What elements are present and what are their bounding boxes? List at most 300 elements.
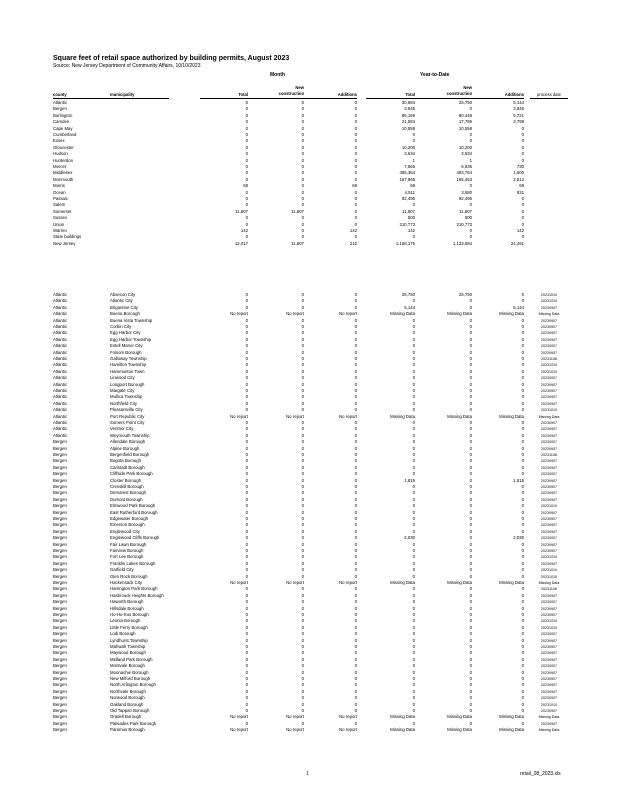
summary-cell: 5,144 xyxy=(513,100,524,105)
summary-cell: Middlesex xyxy=(53,170,73,176)
detail-cell: 0 xyxy=(521,592,524,598)
detail-cell: 0 xyxy=(469,439,472,445)
detail-cell: 0 xyxy=(354,503,357,509)
summary-cell: 0 xyxy=(245,144,248,150)
detail-cell: 0 xyxy=(354,522,357,528)
detail-cell: 0 xyxy=(301,567,304,573)
detail-cell: 20230907 xyxy=(541,664,557,669)
summary-cell: New Jersey xyxy=(53,240,76,246)
detail-cell: 20230907 xyxy=(541,645,557,649)
detail-cell: New Milford Borough xyxy=(110,676,151,681)
detail-cell: 0 xyxy=(354,516,357,521)
detail-cell: Bergen xyxy=(53,439,67,445)
detail-cell: Bergen xyxy=(53,682,67,688)
summary-cell: 0 xyxy=(354,215,357,221)
header-county: county xyxy=(53,92,67,97)
detail-cell: 0 xyxy=(521,484,524,489)
detail-cell: No report xyxy=(230,311,248,317)
detail-cell: Weymouth Township xyxy=(110,432,150,438)
detail-cell: Dumont Borough xyxy=(110,496,143,502)
detail-cell: 0 xyxy=(301,368,304,374)
summary-cell: 0 xyxy=(301,221,304,227)
detail-cell: 0 xyxy=(301,304,304,310)
detail-cell: 0 xyxy=(521,624,524,630)
detail-cell: 20230907 xyxy=(541,331,557,336)
detail-cell: 0 xyxy=(469,644,472,649)
detail-cell: Missing Data xyxy=(390,413,415,419)
detail-cell: 20230907 xyxy=(541,427,557,432)
detail-cell: 0 xyxy=(354,644,357,649)
summary-cell: 0 xyxy=(245,170,248,176)
summary-cell: 1,600 xyxy=(513,170,524,176)
detail-cell: 1,815 xyxy=(513,477,524,483)
summary-cell: 11,807 xyxy=(291,208,304,214)
detail-cell: 20230907 xyxy=(541,433,557,438)
detail-cell: 0 xyxy=(469,631,472,637)
detail-cell: 0 xyxy=(469,548,472,553)
detail-cell: Paramus Borough xyxy=(110,727,145,733)
summary-cell: 0 xyxy=(521,151,524,157)
summary-cell: 0 xyxy=(245,138,248,144)
detail-cell: 0 xyxy=(412,298,415,304)
detail-cell: 20231010 xyxy=(541,574,557,579)
group-header-ytd: Year-to-Date xyxy=(420,72,450,78)
detail-cell: 0 xyxy=(469,663,472,669)
summary-cell: 3,634 xyxy=(461,151,472,157)
detail-cell: Atlantic xyxy=(53,375,68,381)
detail-cell: No report xyxy=(286,413,304,419)
summary-cell: Morris xyxy=(53,183,65,189)
detail-cell: 0 xyxy=(245,471,248,477)
detail-cell: 0 xyxy=(301,381,304,387)
detail-cell: Glen Rock Borough xyxy=(110,573,148,579)
detail-cell: Atlantic xyxy=(53,413,68,419)
detail-cell: 0 xyxy=(354,560,357,566)
detail-cell: Egg Harbor City xyxy=(110,330,141,336)
summary-cell: 500 xyxy=(407,215,415,221)
detail-cell: 0 xyxy=(521,688,524,694)
summary-cell: Hunterdon xyxy=(53,157,74,163)
detail-cell: 0 xyxy=(469,496,472,502)
summary-cell: 0 xyxy=(354,138,357,144)
detail-cell: 0 xyxy=(301,496,304,502)
detail-cell: Missing Data xyxy=(447,580,472,585)
summary-cell: 165,453 xyxy=(456,176,472,182)
detail-cell: 0 xyxy=(301,375,304,381)
detail-cell: Bergen xyxy=(53,650,67,656)
detail-cell: 0 xyxy=(245,637,248,643)
detail-cell: 0 xyxy=(521,612,524,617)
summary-cell: 3,845 xyxy=(404,106,415,112)
summary-cell: 0 xyxy=(354,144,357,150)
summary-cell: 0 xyxy=(245,112,248,118)
detail-cell: 5,144 xyxy=(513,304,524,310)
summary-cell: Burlington xyxy=(53,112,73,118)
summary-cell: 3,580 xyxy=(461,189,472,195)
detail-cell: 0 xyxy=(412,554,415,560)
detail-cell: Midland Park Borough xyxy=(110,656,153,662)
detail-cell: 0 xyxy=(469,298,472,304)
summary-cell: 12,017 xyxy=(234,240,248,246)
detail-cell: Bergen xyxy=(53,458,67,464)
detail-cell: Bergen xyxy=(53,612,67,617)
detail-cell: Oradell Borough xyxy=(110,714,142,720)
header-underline-date xyxy=(530,98,568,99)
summary-cell: 92,495 xyxy=(401,196,415,201)
summary-cell: 0 xyxy=(301,138,304,144)
summary-cell: 0 xyxy=(354,119,357,125)
detail-cell: 0 xyxy=(469,304,472,310)
detail-cell: Cresskill Borough xyxy=(110,484,144,489)
header-underline-left xyxy=(53,98,169,99)
detail-cell: Bergen xyxy=(53,714,67,720)
detail-cell: 0 xyxy=(412,343,415,349)
detail-cell: 0 xyxy=(245,464,248,470)
summary-cell: 0 xyxy=(354,132,357,137)
summary-cell: Atlantic xyxy=(53,100,68,105)
detail-cell: Harrington Park Borough xyxy=(110,586,158,592)
summary-cell: 0 xyxy=(354,157,357,163)
summary-cell: 0 xyxy=(301,144,304,150)
detail-cell: 0 xyxy=(412,676,415,681)
summary-cell: Bergen xyxy=(53,106,67,112)
detail-cell: 0 xyxy=(354,298,357,304)
summary-cell: 0 xyxy=(354,100,357,105)
detail-cell: No report xyxy=(230,714,248,720)
header-municipality: municipality xyxy=(110,92,135,97)
detail-cell: 20231108 xyxy=(541,357,557,361)
detail-cell: 0 xyxy=(412,336,415,342)
detail-cell: 0 xyxy=(354,388,357,393)
summary-cell: 495,364 xyxy=(399,170,415,176)
detail-cell: 0 xyxy=(301,708,304,713)
summary-cell: 0 xyxy=(301,170,304,176)
detail-cell: Bergen xyxy=(53,560,67,566)
detail-cell: Linwood City xyxy=(110,375,135,381)
summary-cell: 10,200 xyxy=(458,144,472,150)
detail-cell: Bergen xyxy=(53,464,67,470)
summary-cell: 3,798 xyxy=(513,119,524,125)
detail-cell: 0 xyxy=(301,631,304,637)
detail-cell: 0 xyxy=(412,682,415,688)
summary-cell: 1,133,684 xyxy=(452,240,472,246)
summary-cell: 0 xyxy=(354,112,357,118)
detail-cell: 0 xyxy=(245,298,248,304)
detail-cell: Atlantic xyxy=(53,311,68,317)
detail-cell: 0 xyxy=(412,420,415,425)
detail-cell: Bergen xyxy=(53,720,67,726)
summary-cell: 0 xyxy=(301,157,304,163)
detail-cell: Missing Data xyxy=(538,414,560,419)
detail-cell: 0 xyxy=(301,650,304,656)
detail-cell: 20230907 xyxy=(541,510,557,515)
detail-cell: 0 xyxy=(469,650,472,656)
summary-cell: 0 xyxy=(412,202,415,208)
summary-cell: 0 xyxy=(301,196,304,201)
detail-cell: Atlantic xyxy=(53,343,68,349)
detail-cell: Cliffside Park Borough xyxy=(110,471,153,477)
detail-cell: Lodi Borough xyxy=(110,631,136,637)
summary-cell: 0 xyxy=(354,208,357,214)
summary-cell: 10,200 xyxy=(401,144,415,150)
summary-cell: 0 xyxy=(469,202,472,208)
detail-cell: 0 xyxy=(354,682,357,688)
summary-cell: 86,169 xyxy=(401,112,415,118)
detail-cell: 0 xyxy=(521,349,524,355)
detail-cell: 0 xyxy=(412,586,415,592)
detail-cell: 0 xyxy=(354,490,357,496)
detail-cell: 20230907 xyxy=(541,536,557,541)
detail-cell: 0 xyxy=(521,356,524,361)
detail-cell: 0 xyxy=(245,618,248,624)
detail-cell: 0 xyxy=(469,484,472,489)
detail-cell: 0 xyxy=(469,356,472,361)
detail-cell: 0 xyxy=(301,541,304,547)
detail-cell: 0 xyxy=(301,669,304,675)
detail-cell: No report xyxy=(286,727,304,733)
detail-cell: Bergen xyxy=(53,471,67,477)
summary-cell: 0 xyxy=(301,100,304,105)
summary-cell: 730 xyxy=(516,164,524,169)
summary-cell: 0 xyxy=(521,202,524,208)
detail-cell: 20231010 xyxy=(541,293,557,297)
header-underline-month xyxy=(200,98,357,99)
detail-cell: Bergen xyxy=(53,618,67,624)
detail-cell: Atlantic xyxy=(53,420,68,425)
detail-cell: 0 xyxy=(354,362,357,368)
detail-cell: 0 xyxy=(354,618,357,624)
detail-cell: Bergen xyxy=(53,535,67,541)
summary-cell: Cumberland xyxy=(53,132,77,137)
summary-cell: 92,495 xyxy=(458,196,472,201)
detail-cell: 0 xyxy=(301,458,304,464)
detail-cell: 0 xyxy=(412,509,415,515)
detail-cell: Missing Data xyxy=(499,413,524,419)
detail-cell: 20230907 xyxy=(541,344,557,349)
detail-cell: 0 xyxy=(301,605,304,611)
summary-cell: Essex xyxy=(53,138,65,144)
detail-cell: 0 xyxy=(469,535,472,541)
detail-cell: 0 xyxy=(245,688,248,694)
detail-cell: 0 xyxy=(521,528,524,534)
detail-cell: 0 xyxy=(354,343,357,349)
detail-cell: 0 xyxy=(412,618,415,624)
detail-cell: 20230907 xyxy=(541,606,557,611)
detail-cell: Closter Borough xyxy=(110,477,142,483)
detail-cell: 20231010 xyxy=(541,619,557,624)
detail-cell: 0 xyxy=(521,522,524,528)
detail-cell: 0 xyxy=(301,618,304,624)
detail-cell: 0 xyxy=(521,599,524,605)
detail-cell: Missing Data xyxy=(538,312,560,317)
detail-cell: 0 xyxy=(245,701,248,707)
detail-cell: No report xyxy=(286,311,304,317)
detail-cell: Margate City xyxy=(110,388,135,393)
detail-cell: 0 xyxy=(521,292,524,297)
summary-cell: 0 xyxy=(521,157,524,163)
detail-cell: 20230907 xyxy=(541,325,557,329)
detail-cell: 0 xyxy=(521,381,524,387)
detail-cell: No report xyxy=(286,714,304,720)
detail-cell: 0 xyxy=(469,682,472,688)
summary-cell: 0 xyxy=(354,106,357,112)
detail-cell: 20230907 xyxy=(541,376,557,381)
detail-cell: 0 xyxy=(469,503,472,509)
detail-cell: 20230907 xyxy=(541,542,557,547)
detail-cell: 0 xyxy=(469,720,472,726)
detail-cell: Bergen xyxy=(53,452,67,457)
summary-cell: 0 xyxy=(412,132,415,137)
detail-cell: 0 xyxy=(354,356,357,361)
detail-cell: Englewood City xyxy=(110,528,140,534)
summary-cell: 0 xyxy=(301,151,304,157)
summary-cell: 0 xyxy=(354,221,357,227)
summary-cell: 0 xyxy=(469,138,472,144)
detail-cell: Atlantic xyxy=(53,298,68,304)
page-title: Square feet of retail space authorized by building permits, August 2023 xyxy=(53,55,290,62)
detail-cell: 0 xyxy=(412,471,415,477)
detail-cell: 0 xyxy=(354,484,357,489)
detail-cell: 20230907 xyxy=(541,382,557,387)
detail-cell: 20230907 xyxy=(541,478,557,483)
detail-cell: 0 xyxy=(245,708,248,713)
detail-cell: 20230907 xyxy=(541,446,557,451)
detail-cell: Bergen xyxy=(53,605,67,611)
detail-cell: Garfield City xyxy=(110,567,134,573)
detail-cell: 0 xyxy=(412,720,415,726)
detail-cell: 0 xyxy=(354,452,357,457)
summary-cell: 68 xyxy=(352,183,357,189)
summary-cell: 25,750 xyxy=(458,100,472,105)
detail-cell: Absecon City xyxy=(110,292,136,297)
detail-cell: 0 xyxy=(245,509,248,515)
detail-cell: 0 xyxy=(245,573,248,579)
detail-cell: 0 xyxy=(245,522,248,528)
detail-cell: 0 xyxy=(245,490,248,496)
detail-cell: Egg Harbor Township xyxy=(110,336,152,342)
detail-cell: 0 xyxy=(301,439,304,445)
detail-cell: No report xyxy=(339,311,357,317)
detail-cell: Bergen xyxy=(53,541,67,547)
detail-cell: 0 xyxy=(354,330,357,336)
detail-cell: 0 xyxy=(245,407,248,413)
summary-cell: Somerset xyxy=(53,208,72,214)
detail-cell: Atlantic xyxy=(53,356,68,361)
detail-cell: 20231108 xyxy=(541,587,557,592)
detail-cell: 0 xyxy=(469,400,472,406)
detail-cell: 0 xyxy=(412,464,415,470)
detail-cell: 0 xyxy=(301,688,304,694)
summary-cell: 68 xyxy=(410,183,415,189)
detail-cell: Elmwood Park Borough xyxy=(110,503,156,509)
detail-cell: 0 xyxy=(412,567,415,573)
detail-cell: Missing Data xyxy=(447,714,472,720)
detail-cell: 0 xyxy=(469,445,472,451)
detail-cell: 0 xyxy=(412,701,415,707)
detail-cell: 0 xyxy=(245,400,248,406)
detail-cell: Atlantic xyxy=(53,388,68,393)
detail-cell: Atlantic xyxy=(53,381,68,387)
summary-cell: 0 xyxy=(521,208,524,214)
summary-cell: 5,721 xyxy=(513,112,524,118)
detail-cell: 0 xyxy=(301,432,304,438)
detail-cell: 0 xyxy=(469,471,472,477)
detail-cell: 0 xyxy=(412,368,415,374)
detail-cell: 20231010 xyxy=(541,369,557,374)
detail-cell: 0 xyxy=(521,330,524,336)
detail-cell: 0 xyxy=(354,496,357,502)
detail-cell: 0 xyxy=(354,535,357,541)
summary-cell: 0 xyxy=(301,164,304,169)
detail-cell: 0 xyxy=(301,695,304,701)
detail-cell: Hasbrouck Heights Borough xyxy=(110,592,164,598)
detail-cell: 0 xyxy=(469,375,472,381)
summary-cell: Gloucester xyxy=(53,144,74,150)
detail-cell: 0 xyxy=(354,720,357,726)
detail-cell: 0 xyxy=(301,644,304,649)
detail-cell: Northvale Borough xyxy=(110,688,146,694)
detail-cell: Ventnor City xyxy=(110,426,134,432)
detail-cell: 0 xyxy=(469,669,472,675)
detail-cell: 0 xyxy=(245,432,248,438)
detail-cell: Bergen xyxy=(53,567,67,573)
summary-cell: 210,773 xyxy=(456,221,472,227)
detail-cell: 0 xyxy=(412,592,415,598)
summary-cell: 11,807 xyxy=(402,208,415,214)
summary-cell: 80,448 xyxy=(458,112,472,118)
summary-cell: 493,764 xyxy=(456,170,472,176)
summary-cell: 0 xyxy=(354,170,357,176)
header-underline-ytd xyxy=(366,98,524,99)
summary-cell: 0 xyxy=(412,138,415,144)
detail-cell: 0 xyxy=(354,592,357,598)
detail-cell: 0 xyxy=(412,496,415,502)
file-name: retail_08_2023.xls xyxy=(520,771,561,777)
summary-cell: 0 xyxy=(301,215,304,221)
summary-cell: 142 xyxy=(349,228,357,233)
summary-cell: 0 xyxy=(301,189,304,195)
detail-cell: Bergen xyxy=(53,528,67,534)
detail-cell: 0 xyxy=(521,656,524,662)
detail-cell: 0 xyxy=(301,509,304,515)
summary-cell: 0 xyxy=(301,119,304,125)
detail-cell: Atlantic xyxy=(53,432,68,438)
detail-cell: 20230907 xyxy=(541,721,557,726)
detail-cell: 0 xyxy=(412,439,415,445)
detail-cell: Alpine Borough xyxy=(110,445,140,451)
summary-cell: 0 xyxy=(301,176,304,182)
summary-cell: 0 xyxy=(301,234,304,240)
detail-cell: 1,815 xyxy=(404,477,415,483)
detail-cell: Emerson Borough xyxy=(110,522,145,528)
detail-cell: 0 xyxy=(354,317,357,323)
detail-cell: 0 xyxy=(469,567,472,573)
summary-cell: 10,558 xyxy=(401,125,415,131)
detail-cell: 0 xyxy=(412,400,415,406)
detail-cell: Oakland Borough xyxy=(110,701,144,707)
detail-cell: Norwood Borough xyxy=(110,695,145,701)
detail-cell: 0 xyxy=(301,388,304,393)
detail-cell: 0 xyxy=(301,420,304,425)
detail-cell: 0 xyxy=(354,381,357,387)
detail-cell: 0 xyxy=(354,541,357,547)
summary-cell: 0 xyxy=(354,125,357,131)
detail-cell: 0 xyxy=(412,324,415,329)
detail-cell: 20230907 xyxy=(541,517,557,521)
detail-cell: 0 xyxy=(469,407,472,413)
detail-cell: 0 xyxy=(469,624,472,630)
detail-cell: 0 xyxy=(412,669,415,675)
